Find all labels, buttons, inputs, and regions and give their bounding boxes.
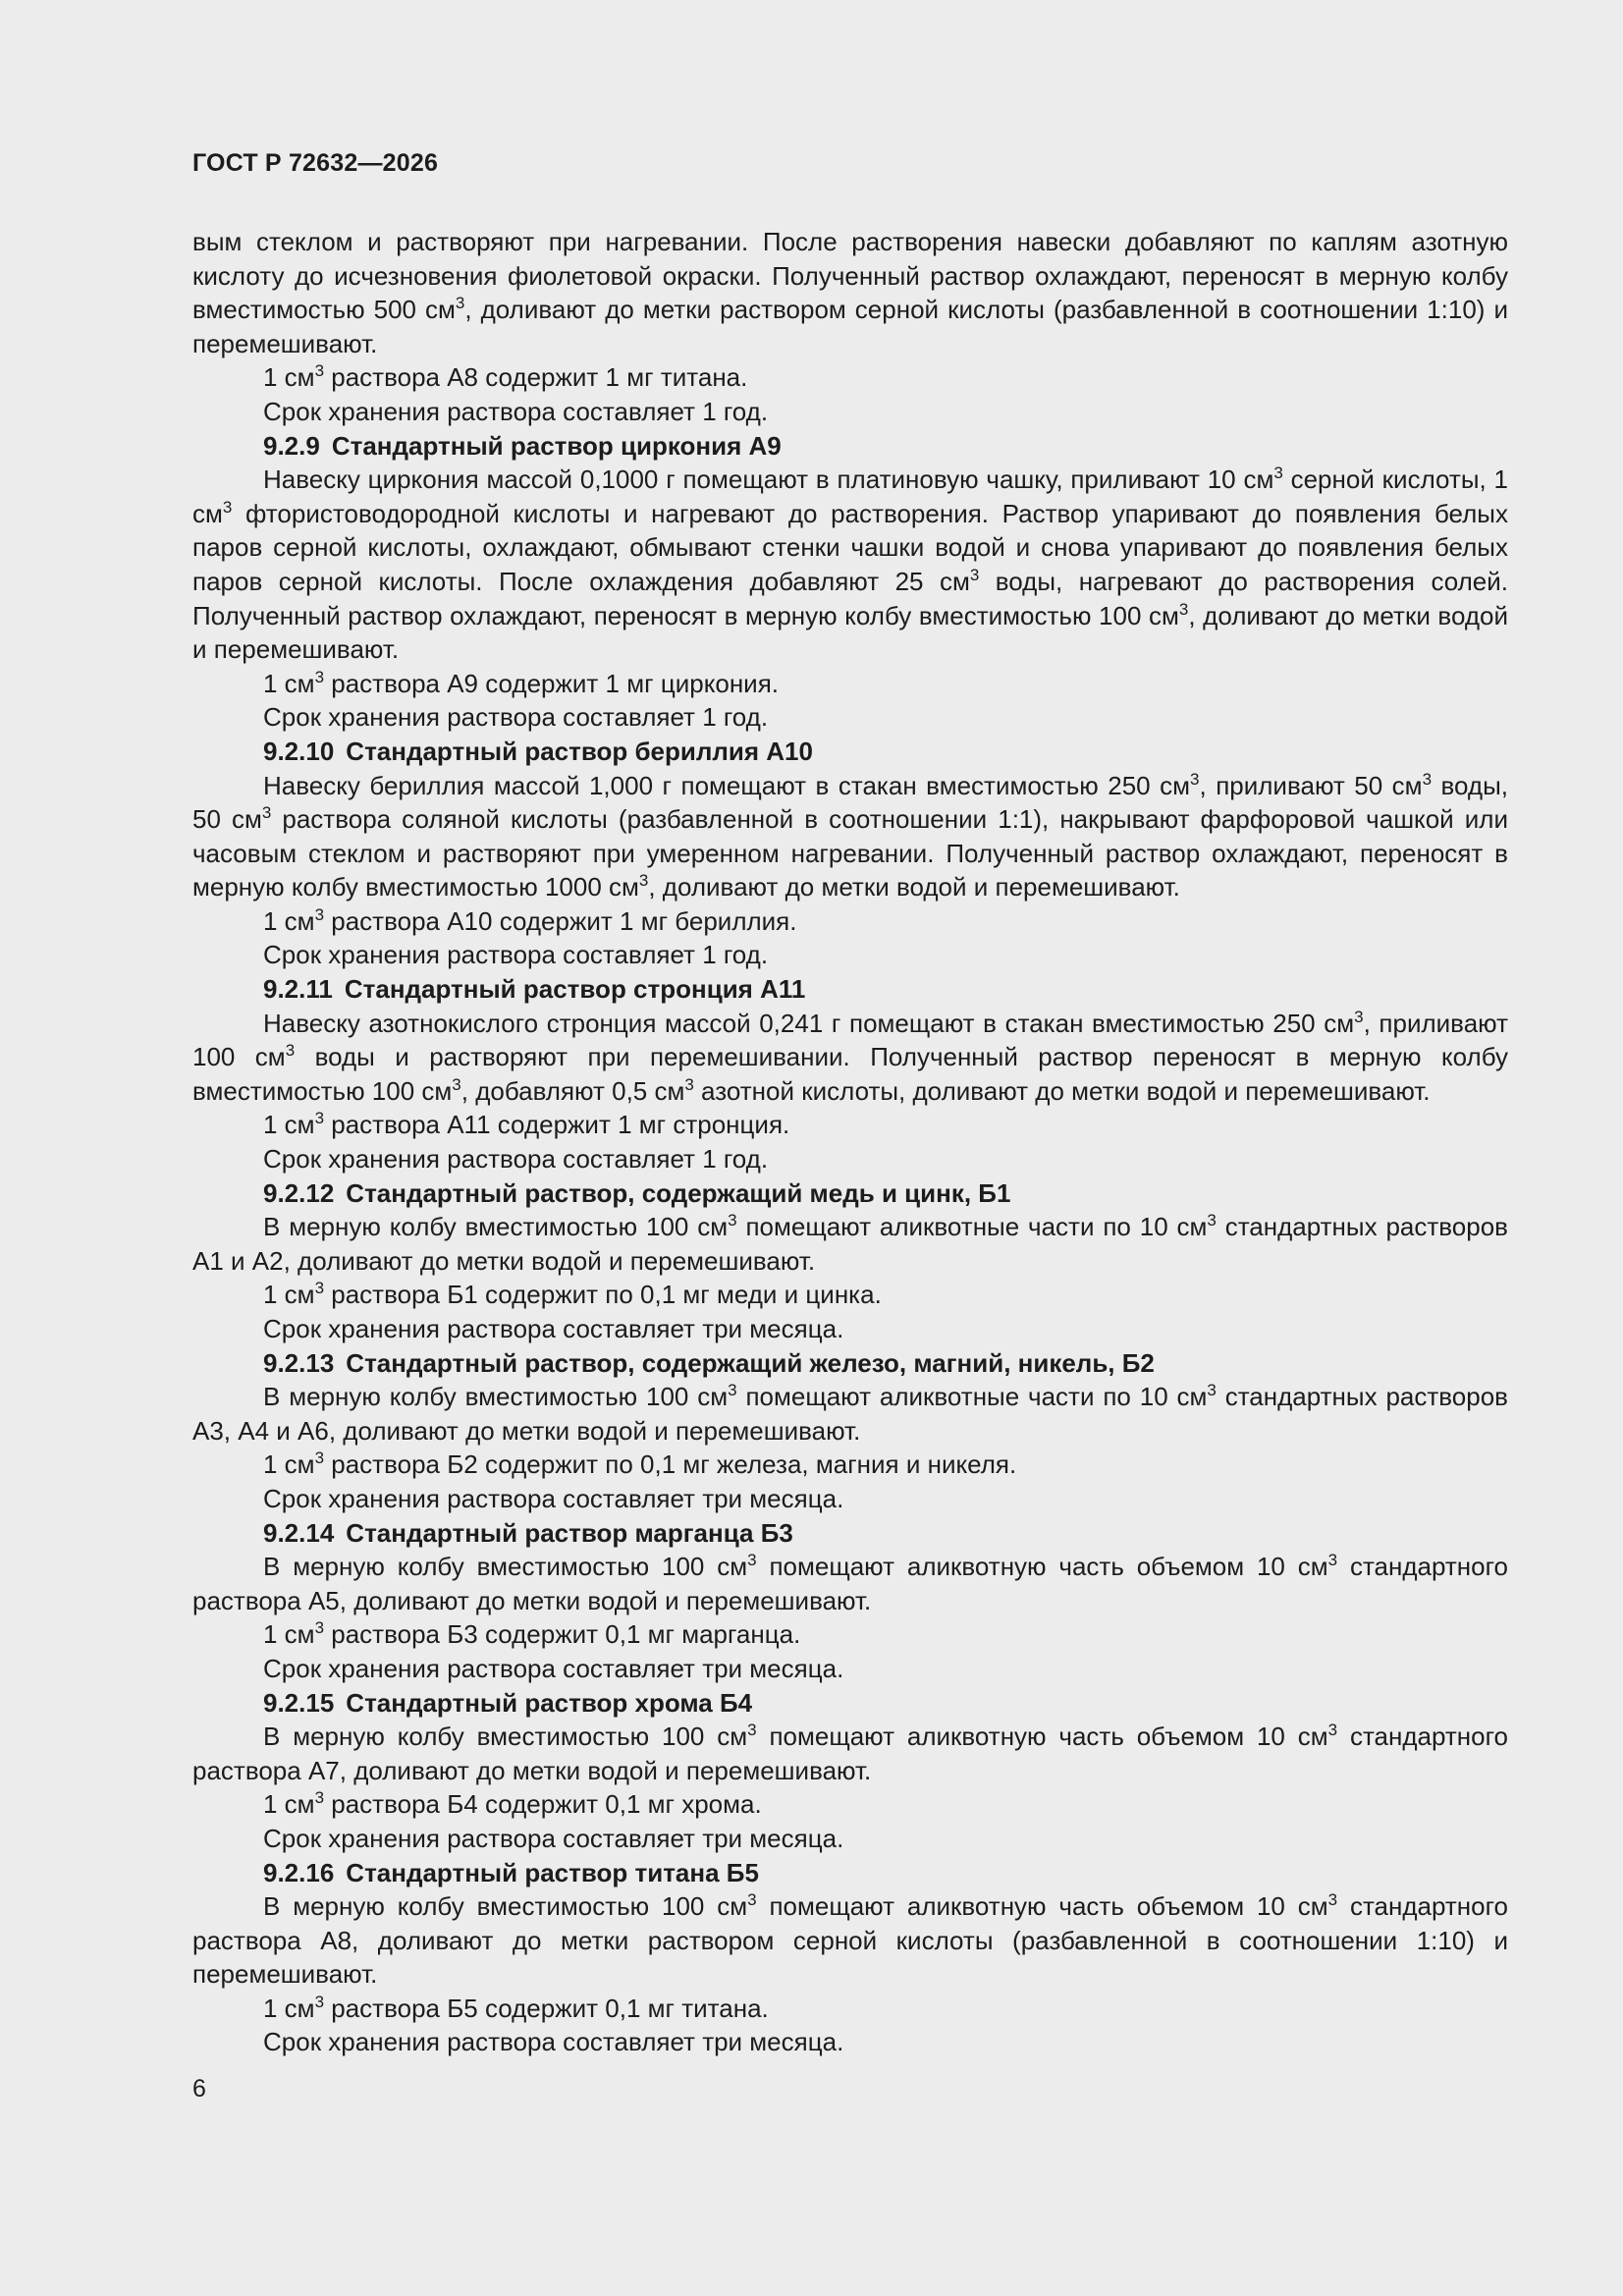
paragraph-concentration-a9: 1 $см^3$ раствора А9 содержит 1 мг циркония. (263, 667, 780, 698)
section-heading-9-2-9: 9.2.9 Стандартный раствор циркония А9 (263, 430, 782, 461)
paragraph-concentration-a8: 1 $см^3$ раствора А8 содержит 1 мг титана. (263, 361, 748, 393)
paragraph-storage-b4: Срок хранения раствора составляет три месяца. (263, 1823, 844, 1853)
section-heading-9-2-14: 9.2.14 Стандартный раствор марганца Б3 (263, 1517, 793, 1548)
paragraph-storage-a10: Срок хранения раствора составляет 1 год. (263, 940, 769, 970)
paragraph-storage-b1: Срок хранения раствора составляет три месяца. (263, 1314, 844, 1343)
paragraph-procedure-a9: Навеску циркония массой 0,1000 г помещают в платиновую чашку, приливают 10 $см^3$ серной кислоты, 1 $см^3$ фтористоводородной кислоты и нагревают до растворения. Раствор упаривают до появления белых паров серной кислоты, охлаждают, обмывают стенки чашки водой и снова упаривают до появления белых паров серной кислоты. После охлаждения добавляют 25 $см^3$ воды, нагревают до растворения солей. Полученный раствор охлаждают, переносят в мерную колбу вместимостью 100 $см^3$, доливают до метки водой и перемешивают. (192, 464, 1508, 665)
paragraph-concentration-b1: 1 $см^3$ раствора Б1 содержит по 0,1 мг меди и цинка. (263, 1279, 882, 1310)
paragraph-procedure-a11: Навеску азотнокислого стронция массой 0,241 г помещают в стакан вместимостью 250 $см^3$, приливают 100 $см^3$ воды и растворяют при перемешивании. Полученный раствор переносят в мерную колбу вместимостью 100 $см^3$, добавляют 0,5 $см^3$ азотной кислоты, доливают до метки водой и перемешивают. (192, 1007, 1509, 1106)
paragraph-concentration-a10: 1 $см^3$ раствора А10 содержит 1 мг бериллия. (263, 904, 797, 936)
section-heading-9-2-10: 9.2.10 Стандартный раствор бериллия А10 (263, 736, 813, 766)
paragraph-concentration-b2: 1 $см^3$ раствора Б2 содержит по 0,1 мг железа, магния и никеля. (263, 1449, 1017, 1480)
section-heading-9-2-11: 9.2.11 Стандартный раствор стронция А11 (263, 974, 806, 1005)
paragraph-storage-b2: Срок хранения раствора составляет три месяца. (263, 1483, 844, 1513)
page-number: 6 (192, 2075, 206, 2103)
section-heading-9-2-16: 9.2.16 Стандартный раствор титана Б5 (263, 1857, 759, 1887)
paragraph-procedure-b5: В мерную колбу вместимостью 100 $см^3$ помещают аликвотную часть объемом 10 $см^3$ стандартного раствора А8, доливают до метки раствором серной кислоты (разбавленной в соотношении 1:10) и перемешивают. (192, 1890, 1508, 1990)
paragraph-concentration-a11: 1 $см^3$ раствора А11 содержит 1 мг стронция. (263, 1109, 790, 1140)
paragraph-procedure-a10: Навеску бериллия массой 1,000 г помещают в стакан вместимостью 250 $см^3$, приливают 50 $см^3$ воды, 50 $см^3$ раствора соляной кислоты (разбавленной в соотношении 1:1), накрывают фарфоровой чашкой или часовым стеклом и растворяют при умеренном нагревании. Полученный раствор охлаждают, переносят в мерную колбу вместимостью 1000 $см^3$, доливают до метки водой и перемешивают. (192, 769, 1509, 902)
paragraph-procedure-b3: В мерную колбу вместимостью 100 $см^3$ помещают аликвотную часть объемом 10 $см^3$ стандартного раствора А5, доливают до метки водой и перемешивают. (192, 1551, 1508, 1615)
section-heading-9-2-15: 9.2.15 Стандартный раствор хрома Б4 (263, 1687, 753, 1718)
paragraph-procedure-b2: В мерную колбу вместимостью 100 $см^3$ помещают аликвотные части по 10 $см^3$ стандартных растворов А3, А4 и А6, доливают до метки водой и перемешивают. (192, 1381, 1508, 1446)
paragraph-procedure-b4: В мерную колбу вместимостью 100 $см^3$ помещают аликвотную часть объемом 10 $см^3$ стандартного раствора А7, доливают до метки водой и перемешивают. (192, 1721, 1508, 1785)
paragraph-storage-b3: Срок хранения раствора составляет три месяца. (263, 1653, 844, 1683)
paragraph-continuation: вым стеклом и растворяют при нагревании. После растворения навески добавляют по каплям азотную кислоту до исчезновения фиолетовой окраски. Полученный раствор охлаждают, переносят в мерную колбу вместимостью 500 $см^3$, доливают до метки раствором серной кислоты (разбавленной в соотношении 1:10) и перемешивают. (192, 227, 1508, 358)
paragraph-storage-b5: Срок хранения раствора составляет три месяца. (263, 2027, 844, 2057)
paragraph-concentration-b3: 1 $см^3$ раствора Б3 содержит 0,1 мг марганца. (263, 1618, 801, 1650)
document-header: ГОСТ Р 72632—2026 (192, 149, 439, 177)
section-heading-9-2-12: 9.2.12 Стандартный раствор, содержащий медь и цинк, Б1 (263, 1177, 1011, 1208)
paragraph-concentration-b4: 1 $см^3$ раствора Б4 содержит 0,1 мг хрома. (263, 1788, 762, 1820)
paragraph-storage-a9: Срок хранения раствора составляет 1 год. (263, 702, 769, 733)
paragraph-concentration-b5: 1 $см^3$ раствора Б5 содержит 0,1 мг титана. (263, 1992, 769, 2023)
paragraph-storage-a8: Срок хранения раствора составляет 1 год. (263, 396, 769, 426)
document-body (192, 225, 1508, 2059)
paragraph-storage-a11: Срок хранения раствора составляет 1 год. (263, 1144, 769, 1175)
section-heading-9-2-13: 9.2.13 Стандартный раствор, содержащий железо, магний, никель, Б2 (263, 1347, 1155, 1378)
paragraph-procedure-b1: В мерную колбу вместимостью 100 $см^3$ помещают аликвотные части по 10 $см^3$ стандартных растворов А1 и А2, доливают до метки водой и перемешивают. (192, 1211, 1508, 1276)
